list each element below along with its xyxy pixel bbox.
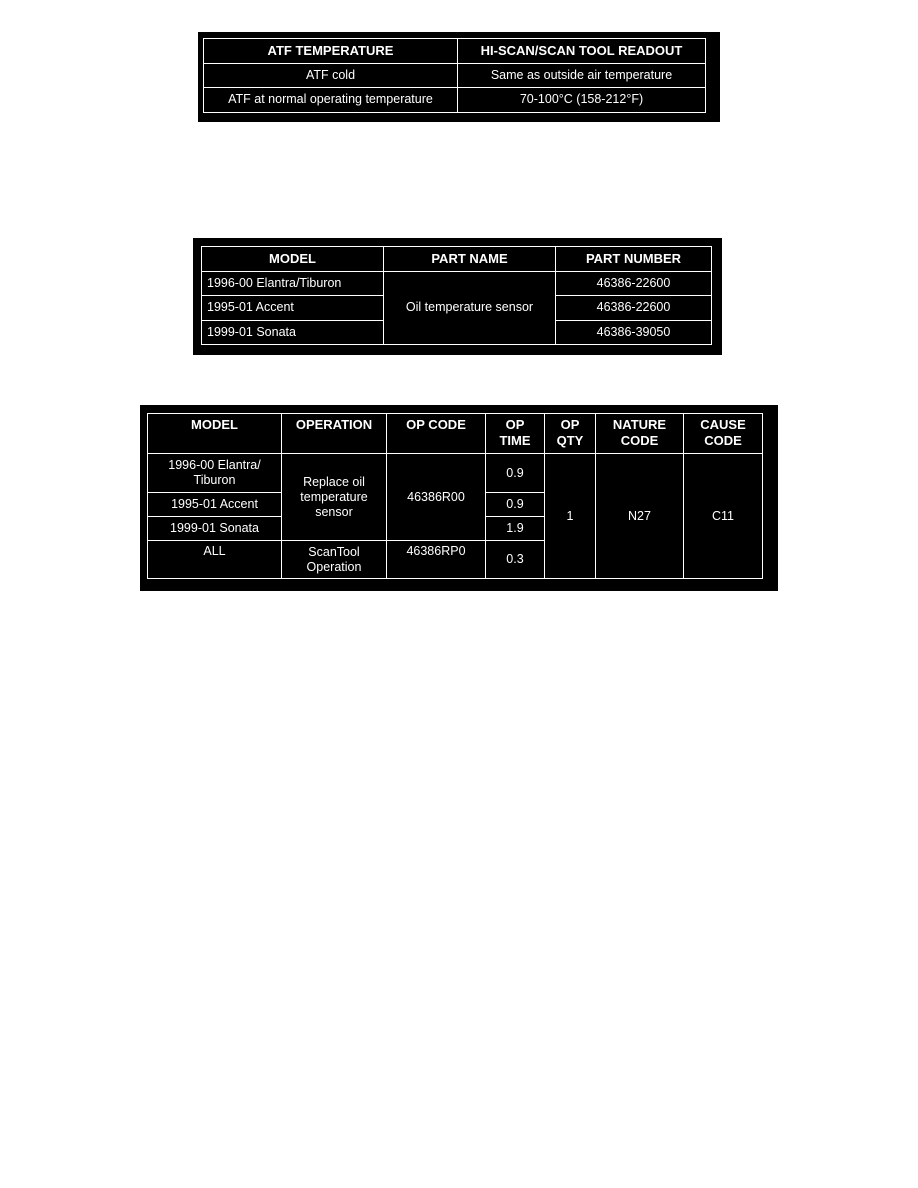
table-row (202, 271, 712, 296)
part-name-cell: Oil temperature sensor (384, 271, 556, 345)
atf-temperature-table (203, 38, 706, 113)
operation-cell: Replace oil temperature sensor (282, 454, 387, 541)
part-number-cell: 46386-22600 (556, 271, 712, 296)
operation-cell: ScanTool Operation (282, 541, 387, 579)
cause-code-cell: C11 (684, 454, 763, 579)
table-header-row (204, 39, 706, 64)
header-op-code: OP CODE (387, 414, 486, 454)
header-op-time: OP TIME (486, 414, 545, 454)
atf-condition-cell: ATF cold (204, 63, 458, 88)
op-time-cell: 0.9 (486, 493, 545, 517)
header-part-name: PART NAME (384, 247, 556, 272)
header-part-number: PART NUMBER (556, 247, 712, 272)
op-qty-cell: 1 (545, 454, 596, 579)
op-time-cell: 0.9 (486, 454, 545, 493)
model-cell: 1996-00 Elantra/Tiburon (202, 271, 384, 296)
model-cell: 1995-01 Accent (202, 296, 384, 321)
atf-condition-cell: ATF at normal operating temperature (204, 88, 458, 113)
table-row (204, 63, 706, 88)
op-time-cell: 0.3 (486, 541, 545, 579)
table-row (204, 88, 706, 113)
header-operation: OPERATION (282, 414, 387, 454)
readout-cell: 70-100°C (158-212°F) (458, 88, 706, 113)
header-op-qty: OP QTY (545, 414, 596, 454)
model-cell: 1995-01 Accent (148, 493, 282, 517)
part-number-cell: 46386-22600 (556, 296, 712, 321)
header-scan-tool-readout: HI-SCAN/SCAN TOOL READOUT (458, 39, 706, 64)
header-atf-temperature: ATF TEMPERATURE (204, 39, 458, 64)
operations-panel (140, 405, 778, 591)
header-cause-code: CAUSE CODE (684, 414, 763, 454)
op-code-cell: 46386R00 (387, 454, 486, 541)
parts-panel (193, 238, 722, 355)
parts-table (201, 246, 712, 345)
atf-temperature-panel (198, 32, 720, 122)
operations-table (147, 413, 763, 579)
model-cell: 1999-01 Sonata (148, 517, 282, 541)
model-cell: ALL (148, 541, 282, 579)
op-time-cell: 1.9 (486, 517, 545, 541)
table-header-row (202, 247, 712, 272)
table-row (148, 454, 763, 493)
readout-cell: Same as outside air temperature (458, 63, 706, 88)
nature-code-cell: N27 (596, 454, 684, 579)
header-nature-code: NATURE CODE (596, 414, 684, 454)
header-model: MODEL (202, 247, 384, 272)
op-code-cell: 46386RP0 (387, 541, 486, 579)
model-cell: 1999-01 Sonata (202, 320, 384, 345)
header-model: MODEL (148, 414, 282, 454)
model-cell: 1996-00 Elantra/ Tiburon (148, 454, 282, 493)
part-number-cell: 46386-39050 (556, 320, 712, 345)
table-header-row (148, 414, 763, 454)
